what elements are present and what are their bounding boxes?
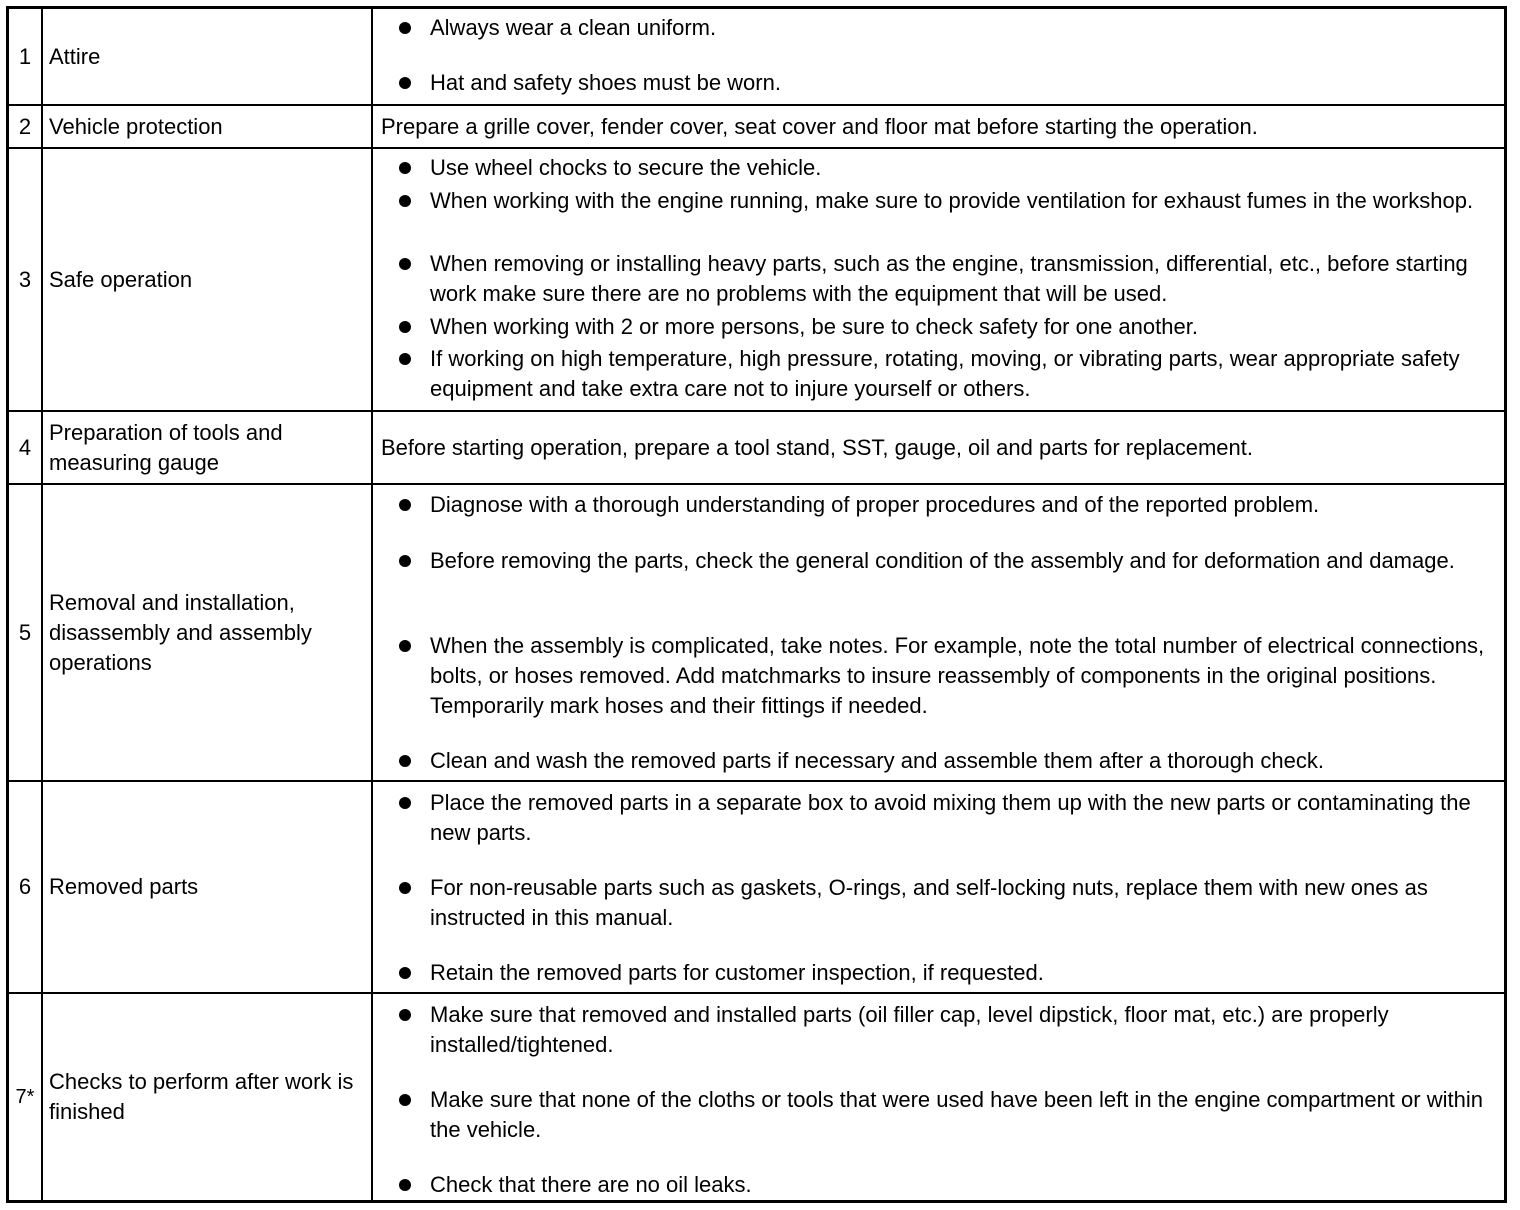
bullet-text: Check that there are no oil leaks. <box>430 1172 752 1197</box>
list-item <box>375 1170 1494 1200</box>
item-title: Vehicle protection <box>43 106 373 147</box>
bullet-icon <box>399 882 411 894</box>
list-item <box>375 312 1494 342</box>
bullet-text: Diagnose with a thorough understanding of proper procedures and of the reported problem. <box>430 492 1320 517</box>
procedure-table <box>6 6 1507 1203</box>
bullet-icon <box>399 1009 411 1021</box>
list-item <box>375 788 1494 848</box>
bullet-text: Clean and wash the removed parts if necessary and assemble them after a thorough check. <box>430 748 1324 773</box>
table-row <box>9 412 1504 485</box>
item-title: Removal and installation, disassembly and assembly operations <box>43 485 373 780</box>
bullet-text: Always wear a clean uniform. <box>430 15 717 40</box>
list-item <box>375 344 1494 404</box>
bullet-text: When the assembly is complicated, take notes. For example, note the total number of electrical connections, bolts, or hoses removed. Add matchmarks to insure reassembly of components in the original positions. Temporarily mark hoses and their fittings if needed. <box>430 633 1485 718</box>
bullet-text: Hat and safety shoes must be worn. <box>430 70 781 95</box>
bullet-icon <box>399 22 411 34</box>
item-title: Attire <box>43 9 373 104</box>
list-item <box>375 546 1494 576</box>
row-number: 6 <box>9 782 43 992</box>
description-text: Prepare a grille cover, fender cover, seat cover and floor mat before starting the operation. <box>381 113 1258 139</box>
row-number: 7* <box>9 994 43 1200</box>
bullet-icon <box>399 195 411 207</box>
bullet-icon <box>399 1179 411 1191</box>
bullet-text: Place the removed parts in a separate box to avoid mixing them up with the new parts or contaminating the new parts. <box>430 790 1471 845</box>
description-cell <box>375 782 1504 992</box>
table-row <box>9 149 1504 412</box>
bullet-icon <box>399 555 411 567</box>
list-item <box>375 746 1494 776</box>
row-number: 3 <box>9 149 43 410</box>
list-item <box>375 68 1494 98</box>
list-item <box>375 13 1494 43</box>
table-row <box>9 994 1504 1200</box>
list-item <box>375 249 1494 309</box>
list-item <box>375 631 1494 721</box>
table-row <box>9 782 1504 994</box>
list-item <box>375 873 1494 933</box>
bullet-icon <box>399 499 411 511</box>
description-text: Before starting operation, prepare a tool stand, SST, gauge, oil and parts for replacement. <box>381 434 1253 460</box>
row-number: 4 <box>9 412 43 483</box>
bullet-text: If working on high temperature, high pressure, rotating, moving, or vibrating parts, wear appropriate safety equipment and take extra care not to injure yourself or others. <box>430 346 1460 401</box>
bullet-icon <box>399 1094 411 1106</box>
bullet-icon <box>399 353 411 365</box>
description-cell <box>375 485 1504 780</box>
bullet-icon <box>399 162 411 174</box>
table-row <box>9 485 1504 782</box>
list-item <box>375 490 1494 520</box>
table-row <box>9 9 1504 106</box>
bullet-text: Make sure that removed and installed parts (oil filler cap, level dipstick, floor mat, etc.) are properly installed/tightened. <box>430 1002 1389 1057</box>
list-item <box>375 1085 1494 1145</box>
bullet-text: For non-reusable parts such as gaskets, O-rings, and self-locking nuts, replace them with new ones as instructed in this manual. <box>430 875 1428 930</box>
bullet-text: When working with 2 or more persons, be sure to check safety for one another. <box>430 314 1198 339</box>
list-item <box>375 1000 1494 1060</box>
description-cell <box>375 412 1504 483</box>
bullet-icon <box>399 77 411 89</box>
list-item <box>375 153 1494 183</box>
description-cell <box>375 9 1504 104</box>
bullet-icon <box>399 258 411 270</box>
bullet-text: When working with the engine running, make sure to provide ventilation for exhaust fumes in the workshop. <box>430 188 1474 213</box>
item-title: Checks to perform after work is finished <box>43 994 373 1200</box>
description-cell <box>375 149 1504 410</box>
table-row <box>9 106 1504 149</box>
bullet-icon <box>399 755 411 767</box>
list-item <box>375 958 1494 988</box>
item-title: Safe operation <box>43 149 373 410</box>
bullet-icon <box>399 797 411 809</box>
bullet-text: Before removing the parts, check the general condition of the assembly and for deformation and damage. <box>430 548 1455 573</box>
bullet-icon <box>399 640 411 652</box>
item-title: Removed parts <box>43 782 373 992</box>
bullet-text: Retain the removed parts for customer inspection, if requested. <box>430 960 1044 985</box>
bullet-text: Make sure that none of the cloths or tools that were used have been left in the engine compartment or within the vehicle. <box>430 1087 1483 1142</box>
bullet-icon <box>399 321 411 333</box>
row-number: 2 <box>9 106 43 147</box>
row-number: 5 <box>9 485 43 780</box>
bullet-text: When removing or installing heavy parts, such as the engine, transmission, differential, etc., before starting work make sure there are no problems with the equipment that will be used. <box>430 251 1468 306</box>
bullet-text: Use wheel chocks to secure the vehicle. <box>430 155 822 180</box>
item-title: Preparation of tools and measuring gauge <box>43 412 373 483</box>
list-item <box>375 186 1494 216</box>
bullet-icon <box>399 967 411 979</box>
description-cell <box>375 994 1504 1200</box>
description-cell <box>375 106 1504 147</box>
row-number: 1 <box>9 9 43 104</box>
